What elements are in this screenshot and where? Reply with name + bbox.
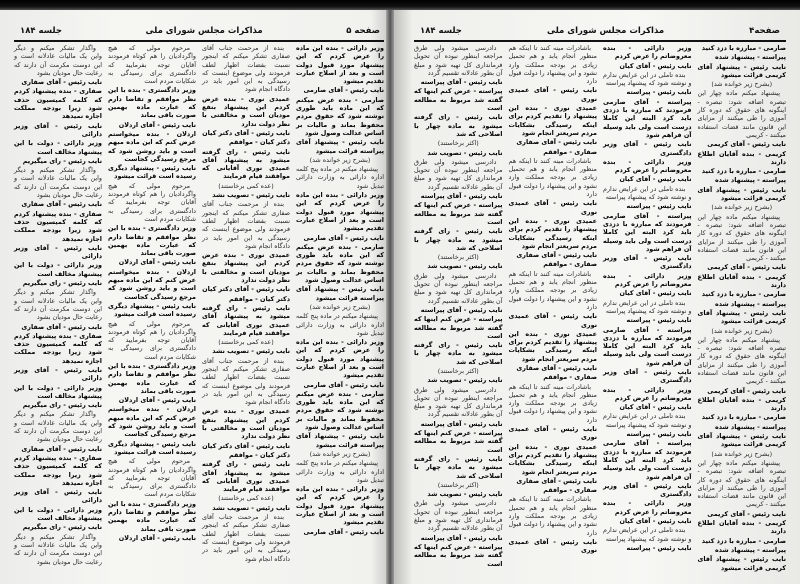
right-page — [392, 10, 800, 584]
text-column — [108, 44, 196, 574]
paragraph: نایب رئیس - تصویب نشد — [212, 503, 290, 512]
paragraph: (بشرح زیر خوانده شد) — [309, 155, 371, 164]
paragraph: پیراسته - پیشنهاد شده — [714, 53, 786, 62]
paragraph: نایب رئیس - آقای کیان — [619, 289, 692, 298]
paragraph: وزیر دارائی - بنده این ماده را عرض کردم که این پیشنهاد مورد قبول دولت است و بعد از اصلاح عبارت تقدیم میشود — [296, 191, 384, 233]
paragraph: صارمی - مبارزه با دزد کنید — [701, 290, 786, 299]
paragraph: پیشنهاد میکنم ماده چهار این تبصره اضافه شود: تبصره - اینگونه های حقوق که دوره کار آموزی را طی میکنند از مزایای این قانون مانند قضات استفاده میکنند - کریمی — [697, 89, 786, 139]
paragraph: بنده از مرحمت جناب آقای صفاری تشکر میکنم که اینجور نسبت بفضات اظهار لطف فرمودند ولی موضوع اینست که رسیدگی به این امور باید در دادگاه انجام شود — [202, 513, 290, 563]
paragraph: نایب رئیس - آقای صفاری — [516, 363, 597, 372]
paragraph: بنده تاملی در این عرایض ندارم و نوشته شود که پیشنهاد پیراسته — [603, 412, 692, 429]
paragraph: بنده تاملی در این عرایض ندارم و نوشته شود که پیشنهاد پیراسته — [603, 298, 692, 315]
paragraph: صفاری - موافقم — [543, 373, 597, 382]
paragraph: نایب رئیس - آقای کریمی — [707, 140, 786, 149]
paragraph: کریمی - بنده آقایان اطلاع دارند — [697, 149, 786, 166]
paragraph: (بشرح زیر خوانده شد) — [711, 449, 773, 458]
paragraph: بنده از مرحمت جناب آقای صفاری تشکر میکنم که اینجور نسبت بفضات اظهار لطف فرمودند ولی موضوع اینست که رسیدگی به این امور باید در دادگاه انجام شود — [202, 200, 290, 250]
paragraph: واگذار تشکر میکنم و دیگر واین یک مالیات عادلانه است و این دوست مکرمت آن دارند که رعایت حال مودیان بشود — [14, 166, 102, 200]
paragraph: پیراسته - آقای صارمی فرمودند که مبارزه با دزدی باید کرد البته این کاملا درست است ولی باید وسیله آن فراهم شود — [603, 325, 692, 367]
paragraph: وزیر دارائی - بنده معروضاتم را عرض کردم — [603, 499, 692, 516]
paragraph: پیراسته - عرض کنم اینها که گفته شد مربوط به مطالعه است — [414, 315, 503, 340]
paragraph: نایب رئیس - آقای صفاری — [516, 476, 597, 485]
left-page — [0, 10, 390, 584]
paragraph: نایب رئیس - آقای عمیدی نوری — [508, 199, 597, 216]
paragraph: نایب رئیس - پیشنهاد آقای کریمی قرائت میشود — [697, 432, 786, 449]
text-column — [296, 44, 384, 574]
paragraph: نایب رئیس - رای گرفته میشود به ماده چهار با اصلاحی که شد — [414, 113, 503, 138]
paragraph: پیشنهاد میکنم در ماده پنج کلمه اداره دارائی به وزارت دارائی تبدیل شود — [296, 312, 384, 337]
paragraph: مرحوم مولی که هیچ واگردادیان را هم کوتاه فرمودند آقایان توجه بفرمایید که دادگستری برای رسیدگی به شکایات مردم است — [108, 319, 196, 361]
paragraph: صارمی - مبارزه با دزد کنید — [701, 167, 786, 176]
paragraph: نایب رئیس - پیشنهاد آقای پیراسته قرائت میشود — [296, 138, 384, 155]
paragraph: نایب رئیس - رای گرفته میشود به ماده چهار با اصلاحی که شد — [414, 341, 503, 366]
paragraph: نایب رئیس - تصویب نشد — [212, 191, 290, 200]
paragraph: نایب رئیس - آقای دکتر کیان — [202, 128, 290, 137]
paragraph: عمیدی نوری - بنده عرض کردم این پیشنهاد بنفع مودیان است و مخالفتی با نظر دولت ندارد — [202, 94, 290, 128]
paragraph: عمیدی نوری - بنده عرض کردم این پیشنهاد بنفع مودیان است و مخالفتی با نظر دولت ندارد — [202, 407, 290, 441]
session-number: جلسه ۱۸۴ — [420, 26, 462, 36]
paragraph: پیشنهاد میکنم در ماده پنج کلمه اداره دارائی به وزارت دارائی تبدیل شود — [296, 459, 384, 484]
paragraph: نایب رئیس - آقای صفاری — [21, 322, 102, 331]
paragraph: نایب رئیس - رای گرفته میشود به پیشنهاد آقای عمیدی نوری آقایانی که موافقند قیام فرمایند — [202, 147, 290, 181]
paragraph: نایب رئیس - پیشنهاد دیگری رسیده است قرائت میشود — [108, 301, 196, 319]
paragraph: صارمی - بنده عرض میکنم که این ماده باید طوری نوشته شود که حقوق مردم محفوظ بماند و مالیات بر اساس عدالت وصول شود — [296, 389, 384, 432]
paragraph: عمیدی نوری - بنده عرض کردم این پیشنهاد بنفع مودیان است و مخالفتی با نظر دولت ندارد — [202, 251, 290, 285]
text-column — [14, 44, 102, 574]
paragraph: وزیر دارائی - دولت با این پیشنهاد مخالف است — [14, 139, 102, 156]
page-number: صفحه۴ — [749, 26, 780, 36]
paragraph: کریمی - بنده آقایان اطلاع دارند — [697, 519, 786, 536]
paragraph: نایب رئیس - آقای عمیدی نوری — [508, 86, 597, 103]
paragraph: وزیر دارائی - دولت با این پیشنهاد مخالف است — [14, 261, 102, 278]
paragraph: واگذار تشکر میکنم و دیگر واین یک مالیات عادلانه است و این دوست مکرمت آن دارند که رعایت حال مودیان بشود — [14, 410, 102, 444]
text-columns — [14, 44, 384, 574]
paragraph: بنده تاملی در این عرایض ندارم و نوشته شود که پیشنهاد پیراسته — [603, 526, 692, 543]
paragraph: دادرسی میشود ولی طرق مراجعه اینطور نبوده آن تحویل فرمانداری کل تهیه شود و مبلغ آن بطور عادلانه تقسیم گردد — [414, 271, 503, 305]
paragraph: پیشنهاد میکنم ماده چهار این تبصره اضافه شود: تبصره - اینگونه های حقوق که دوره کار آموزی را طی میکنند از مزایای این قانون مانند قضات استفاده میکنند - کریمی — [697, 458, 786, 509]
paragraph: نایب رئیس - آقای عمیدی نوری — [508, 537, 597, 555]
paragraph: باشادرات مینه کنند تا اینکه هم منظور انجام یابد و هم تحمیل زیادی بر بودجه مملکت وارد نشود و این پیشنهاد را دولت قبول دارد — [508, 495, 597, 537]
paragraph: نایب رئیس - پیراسته — [626, 543, 692, 552]
paragraph: وزیر دارائی - بنده این ماده را عرض کردم که این پیشنهاد مورد قبول دولت است و بعد از اصلاح عبارت تقدیم میشود — [296, 485, 384, 527]
header-rule — [14, 40, 384, 42]
paragraph: مرحوم مولی که هیچ واگردادیان را هم کوتاه فرمودند آقایان توجه بفرمایید که دادگستری برای رسیدگی به شکایات مردم است — [108, 457, 196, 499]
paragraph: واگذار تشکر میکنم و دیگر واین یک مالیات عادلانه است و این دوست مکرمت آن دارند که رعایت حال مودیان بشود — [14, 532, 102, 566]
paragraph: نایب رئیس - آقای وزیر دارائی — [14, 121, 102, 138]
page-header — [20, 24, 380, 38]
paragraph: نایب رئیس - پیشنهاد آقای کریمی قرائت میشود — [697, 308, 786, 326]
paragraph: دکتر کیان - موافقم — [228, 450, 290, 459]
paragraph: نایب رئیس - آقای اردلان — [118, 396, 196, 405]
running-title: مذاکرات مجلس شورای ملی — [546, 26, 665, 36]
paragraph: نایب رئیس - تصویب شد — [427, 262, 503, 271]
text-column — [603, 44, 692, 574]
paragraph: نایب رئیس - آقای کیان — [619, 61, 692, 70]
paragraph: پیشنهاد میکنم ماده چهار این تبصره اضافه شود: تبصره - اینگونه های حقوق که دوره کار آموزی را طی میکنند از مزایای این قانون مانند قضات استفاده میکنند - کریمی — [697, 212, 786, 263]
paragraph: وزیر دادگستری - بنده با این نظر موافقم و تقاضا دارم که عبارت ماده بهمین صورت باقی بماند — [108, 499, 196, 533]
paragraph: وزیر دارائی - بنده این ماده را عرض کردم که این پیشنهاد مورد قبول دولت است و بعد از اصلاح عبارت تقدیم میشود — [296, 338, 384, 380]
paragraph: دادرسی میشود ولی طرق مراجعه اینطور نبوده آن تحویل فرمانداری کل تهیه شود و مبلغ آن بطور عادلانه تقسیم گردد — [414, 499, 503, 533]
paragraph: پیشنهاد میکنم در ماده پنج کلمه اداره دارائی به وزارت دارائی تبدیل شود — [296, 165, 384, 190]
paragraph: کریمی - بنده آقایان اطلاع دارند — [697, 395, 786, 413]
paragraph: بنده از مرحمت جناب آقای صفاری تشکر میکنم که اینجور نسبت بفضات اظهار لطف فرمودند ولی موضوع اینست که رسیدگی به این امور باید در دادگاه انجام شود — [202, 356, 290, 407]
paragraph: نایب رئیس - آقای دکتر کیان — [202, 285, 290, 294]
paragraph: دادرسی میشود ولی طرق مراجعه اینطور نبوده آن تحویل فرمانداری کل تهیه شود و مبلغ آن بطور عادلانه تقسیم گردد — [414, 44, 503, 77]
paragraph: صارمی - بنده عرض میکنم که این ماده باید طوری نوشته شود که حقوق مردم محفوظ بماند و مالیات بر اساس عدالت وصول شود — [296, 242, 384, 285]
paragraph: بنده از مرحمت جناب آقای صفاری تشکر میکنم که اینجور نسبت بفضات اظهار لطف فرمودند ولی موضوع اینست که رسیدگی به این امور باید در دادگاه انجام شود — [202, 44, 290, 94]
paragraph: نایب رئیس - آقای دکتر کیان — [202, 441, 290, 450]
paragraph: وزیر دارائی - دولت با این پیشنهاد مخالف است — [14, 383, 102, 400]
paragraph: نایب رئیس - آقای وزیر دادگستری — [603, 481, 692, 499]
paragraph: کریمی - بنده آقایان اطلاع دارند — [697, 272, 786, 290]
paragraph: صفاری - بنده پیشنهاد کردم که کلمه کمیسیون حذف شود زیرا بودجه مملکت اجازه نمیدهد — [14, 331, 102, 365]
paragraph: نایب رئیس - آقای کیان — [619, 403, 692, 412]
paragraph: (اکثر برخاستند) — [437, 366, 479, 375]
paragraph: وزیر دادگستری - بنده با این نظر موافقم و تقاضا دارم که عبارت ماده بهمین صورت باقی بماند — [108, 224, 196, 258]
paragraph: اردلان - بنده میخواستم عرض کنم که این ماده مبهم است و باید روشن شود که مرجع رسیدگی کجاست — [108, 129, 196, 163]
paragraph: صارمی - مبارزه با دزد کنید — [701, 413, 786, 422]
paragraph: (اکثر برخاستند) — [437, 139, 479, 148]
paragraph: نایب رئیس - آقای صفاری — [21, 78, 102, 87]
paragraph: نایب رئیس - آقای صفاری — [21, 444, 102, 453]
paragraph: نایب رئیس - آقای صفاری — [516, 138, 597, 147]
paragraph: نایب رئیس - آقای کریمی — [707, 263, 786, 272]
paragraph: وزیر دارائی - بنده معروضاتم را عرض کردم — [603, 44, 692, 61]
paragraph: عمیدی نوری - بنده این پیشنهاد را تقدیم کردم برای اینکه رسیدگی بشکایات مردم سریعتر انجام شود — [508, 442, 597, 476]
session-number: جلسه ۱۸۴ — [20, 26, 62, 36]
paragraph: نایب رئیس - پیشنهاد آقای کریمی قرائت میشود — [697, 62, 786, 79]
paragraph: (بشرح زیر خوانده شد) — [711, 203, 773, 212]
paragraph: نایب رئیس - آقای وزیر دادگستری — [603, 254, 692, 271]
paragraph: صفاری - موافقم — [543, 260, 597, 269]
paragraph: پیشنهاد میکنم ماده چهار این تبصره اضافه شود: تبصره - اینگونه های حقوق که دوره کار آموزی را طی میکنند از مزایای این قانون مانند قضات استفاده میکنند - کریمی — [697, 335, 786, 386]
paragraph: نایب رئیس - آقای صارمی — [303, 233, 384, 242]
paragraph: (بشرح زیر خوانده شد) — [711, 80, 773, 89]
paragraph: نایب رئیس - رای گرفته میشود به ماده چهار با اصلاحی که شد — [414, 454, 503, 480]
paragraph: عمیدی نوری - بنده این پیشنهاد را تقدیم کردم برای اینکه رسیدگی بشکایات مردم سریعتر انجام شود — [508, 329, 597, 363]
paragraph: نایب رئیس - پیشنهاد آقای کریمی قرائت میشود — [697, 555, 786, 572]
paragraph: نایب رئیس - آقای اردلان — [118, 120, 196, 129]
paragraph: پیراسته - عرض کنم اینها که گفته شد مربوط به مطالعه است — [414, 542, 503, 568]
paragraph: (بشرح زیر خوانده شد) — [309, 449, 371, 458]
paragraph: بنده تاملی در این عرایض ندارم و نوشته شود که پیشنهاد پیراسته — [603, 70, 692, 88]
paragraph: نایب رئیس - پیشنهاد دیگری رسیده است قرائت میشود — [108, 164, 196, 181]
text-column — [202, 44, 290, 574]
paragraph: نایب رئیس - آقای پیراسته — [420, 419, 503, 428]
paragraph: دکتر کیان - موافقم — [228, 138, 290, 147]
paragraph: باشادرات مینه کنند تا اینکه هم منظور انجام یابد و هم تحمیل زیادی بر بودجه مملکت وارد نشود و این پیشنهاد را دولت قبول دارد — [508, 269, 597, 311]
paragraph: پیراسته - پیشنهاد شده — [714, 545, 786, 554]
paragraph: نایب رئیس - آقای کریمی — [707, 386, 786, 395]
paragraph: پیراسته - پیشنهاد شده — [714, 299, 786, 308]
paragraph: دادرسی میشود ولی طرق مراجعه اینطور نبوده آن تحویل فرمانداری کل تهیه شود و مبلغ آن بطور عادلانه تقسیم گردد — [414, 385, 503, 419]
paragraph: نایب رئیس - رای میگیریم — [22, 523, 102, 532]
paragraph: نایب رئیس - آقای کیان — [619, 175, 692, 184]
paragraph: واگذار تشکر میکنم و دیگر واین یک مالیات عادلانه است و این دوست مکرمت آن دارند که رعایت حال مودیان بشود — [14, 44, 102, 77]
paragraph: صارمی - مبارزه با دزد کنید — [701, 536, 786, 545]
paragraph: نایب رئیس - پیشنهاد دیگری رسیده است قرائت میشود — [108, 439, 196, 456]
paragraph: صارمی - مبارزه با دزد کنید — [701, 44, 786, 52]
paragraph: وزیر دارائی - بنده معروضاتم را عرض کردم — [603, 157, 692, 175]
paragraph: نایب رئیس - آقای وزیر دادگستری — [603, 140, 692, 157]
paragraph: نایب رئیس - پیراسته — [626, 430, 692, 439]
paragraph: مرحوم مولی که هیچ واگردادیان را هم کوتاه فرمودند آقایان توجه بفرمایید که دادگستری برای رسیدگی به شکایات مردم است — [108, 44, 196, 86]
paragraph: نایب رئیس - آقای کریمی — [707, 509, 786, 518]
paragraph: نایب رئیس - تصویب شد — [427, 490, 503, 499]
paragraph: نایب رئیس - آقای صارمی — [303, 86, 384, 95]
paragraph: نایب رئیس - آقای صارمی — [303, 527, 384, 536]
paragraph: نایب رئیس - پیشنهاد آقای پیراسته قرائت میشود — [296, 432, 384, 449]
paragraph: نایب رئیس - آقای صفاری — [516, 251, 597, 260]
paragraph: صفاری - موافقم — [543, 147, 597, 156]
page-number: صفحه ۵ — [346, 26, 380, 36]
paragraph: (اکثر برخاستند) — [437, 253, 479, 262]
paragraph: نایب رئیس - آقای اردلان — [118, 258, 196, 267]
paragraph: مرحوم مولی که هیچ واگردادیان را هم کوتاه فرمودند آقایان توجه بفرمایید که دادگستری برای رسیدگی به شکایات مردم است — [108, 181, 196, 223]
paragraph: پیراسته - آقای صارمی فرمودند که مبارزه با دزدی باید کرد البته این کاملا درست است ولی باید وسیله آن فراهم شود — [603, 439, 692, 481]
paragraph: نایب رئیس - پیراسته — [626, 316, 692, 325]
paragraph: صفاری - بنده پیشنهاد کردم که کلمه کمیسیون حذف شود زیرا بودجه مملکت اجازه نمیدهد — [14, 87, 102, 121]
header-rule — [414, 40, 786, 42]
paragraph: نایب رئیس - تصویب شد — [427, 148, 503, 157]
paragraph: نایب رئیس - پیشنهاد آقای پیراسته قرائت میشود — [296, 285, 384, 302]
paragraph: عمیدی نوری - بنده این پیشنهاد را تقدیم کردم برای اینکه رسیدگی بشکایات مردم سریعتر انجام شود — [508, 104, 597, 137]
paragraph: نایب رئیس - رای میگیریم — [22, 279, 102, 288]
paragraph: نایب رئیس - آقای اردلان — [118, 533, 196, 542]
paragraph: نایب رئیس - آقای وزیر دارائی — [14, 243, 102, 261]
paragraph: پیراسته - عرض کنم اینها که گفته شد مربوط به مطالعه است — [414, 201, 503, 226]
paragraph: نایب رئیس - پیراسته — [626, 88, 692, 97]
paragraph: نایب رئیس - رای میگیریم — [22, 401, 102, 410]
paragraph: نایب رئیس - آقای عمیدی نوری — [508, 425, 597, 442]
paragraph: نایب رئیس - تصویب نشد — [212, 347, 290, 356]
text-column — [698, 44, 787, 574]
paragraph: دادرسی میشود ولی طرق مراجعه اینطور نبوده آن تحویل فرمانداری کل تهیه شود و مبلغ آن بطور عادلانه تقسیم گردد — [414, 157, 503, 191]
paragraph: پیراسته - عرض کنم اینها که گفته شد مربوط به مطالعه است — [414, 429, 503, 454]
paragraph: باشادرات مینه کنند تا اینکه هم منظور انجام یابد و هم تحمیل زیادی بر بودجه مملکت وارد نشود و این پیشنهاد را دولت قبول دارد — [508, 156, 597, 199]
paragraph: نایب رئیس - رای گرفته میشود به پیشنهاد آقای عمیدی نوری آقایانی که موافقند قیام فرمایند — [202, 303, 290, 337]
running-title: مذاکرات مجلس شورای ملی — [145, 26, 263, 36]
paragraph: (عده کمی برخاستند) — [218, 338, 274, 347]
paragraph: پیراسته - پیشنهاد شده — [714, 176, 786, 185]
paragraph: وزیر دادگستری - بنده با این نظر موافقم و تقاضا دارم که عبارت ماده بهمین صورت باقی بماند — [108, 86, 196, 120]
paragraph: باشادرات مینه کنند تا اینکه هم منظور انجام یابد و هم تحمیل زیادی بر بودجه مملکت وارد نشود و این پیشنهاد را دولت قبول دارد — [508, 44, 597, 86]
paragraph: (عده کمی برخاستند) — [218, 181, 274, 190]
paragraph: نایب رئیس - رای میگیریم — [22, 156, 102, 165]
paragraph: نایب رئیس - آقای پیراسته — [420, 533, 503, 542]
page-header — [420, 24, 780, 38]
paragraph: صفاری - بنده پیشنهاد کردم که کلمه کمیسیون حذف شود زیرا بودجه مملکت اجازه نمیدهد — [14, 453, 102, 487]
paragraph: نایب رئیس - آقای پیراسته — [420, 78, 503, 87]
paragraph: نایب رئیس - آقای صفاری — [21, 200, 102, 209]
paragraph: اردلان - بنده میخواستم عرض کنم که این ماده مبهم است و باید روشن شود که مرجع رسیدگی کجاست — [108, 405, 196, 439]
paragraph: صفاری - بنده پیشنهاد کردم که کلمه کمیسیون حذف شود زیرا بودجه مملکت اجازه نمیدهد — [14, 209, 102, 243]
paragraph: (بشرح زیر خوانده شد) — [309, 302, 371, 311]
paragraph: وزیر دارائی - بنده معروضاتم را عرض کردم — [603, 385, 692, 402]
paragraph: باشادرات مینه کنند تا اینکه هم منظور انجام یابد و هم تحمیل زیادی بر بودجه مملکت وارد نشود و این پیشنهاد را دولت قبول دارد — [508, 382, 597, 424]
paragraph: دکتر کیان - موافقم — [228, 294, 290, 303]
paragraph: (اکثر برخاستند) — [437, 480, 479, 489]
paragraph: صارمی - بنده عرض میکنم که این ماده باید طوری نوشته شود که حقوق مردم محفوظ بماند و مالیات بر اساس عدالت وصول شود — [296, 95, 384, 137]
paragraph: واگذار تشکر میکنم و دیگر واین یک مالیات عادلانه است و این دوست مکرمت آن دارند که رعایت حال مودیان بشود — [14, 288, 102, 322]
paragraph: وزیر دارائی - بنده این ماده را عرض کردم که این پیشنهاد مورد قبول دولت است و بعد از اصلاح عبارت تقدیم میشود — [296, 44, 384, 86]
book-gutter — [386, 10, 394, 584]
paragraph: عمیدی نوری - بنده این پیشنهاد را تقدیم کردم برای اینکه رسیدگی بشکایات مردم سریعتر انجام شود — [508, 216, 597, 250]
paragraph: نایب رئیس - آقای کیان — [619, 517, 692, 526]
paragraph: وزیر دارائی - دولت با این پیشنهاد مخالف است — [14, 505, 102, 523]
paragraph: وزیر دارائی - بنده معروضاتم را عرض کردم — [603, 271, 692, 289]
paragraph: پیراسته - آقای صارمی فرمودند که مبارزه با دزدی باید کرد البته این کاملا درست است ولی باید وسیله آن فراهم شود — [603, 97, 692, 139]
paragraph: نایب رئیس - رای گرفته میشود به پیشنهاد آقای عمیدی نوری آقایانی که موافقند قیام فرمایند — [202, 460, 290, 494]
paragraph: نایب رئیس - پیشنهاد آقای کریمی قرائت میشود — [697, 185, 786, 203]
paragraph: نایب رئیس - آقای پیراسته — [420, 192, 503, 201]
paragraph: پیراسته - عرض کنم اینها که گفته شد مربوط به مطالعه است — [414, 87, 503, 113]
paragraph: پیراسته - آقای صارمی فرمودند که مبارزه با دزدی باید کرد البته این کاملا درست است ولی باید وسیله آن فراهم شود — [603, 211, 692, 253]
text-columns — [414, 44, 786, 574]
paragraph: (عده کمی برخاستند) — [218, 494, 274, 503]
paragraph: نایب رئیس - رای گرفته میشود به ماده چهار با اصلاحی که شد — [414, 227, 503, 252]
paragraph: وزیر دادگستری - بنده با این نظر موافقم و تقاضا دارم که عبارت ماده بهمین صورت باقی بماند — [108, 361, 196, 395]
paragraph: نایب رئیس - آقای وزیر دارائی — [14, 365, 102, 383]
paragraph: نایب رئیس - آقای پیراسته — [420, 305, 503, 314]
paragraph: بنده تاملی در این عرایض ندارم و نوشته شود که پیشنهاد پیراسته — [603, 184, 692, 202]
paragraph: پیراسته - پیشنهاد شده — [714, 422, 786, 431]
text-column — [509, 44, 598, 574]
paragraph: نایب رئیس - آقای وزیر دادگستری — [603, 367, 692, 385]
paragraph: نایب رئیس - آقای عمیدی نوری — [508, 312, 597, 329]
paragraph: نایب رئیس - تصویب شد — [427, 376, 503, 385]
paragraph: نایب رئیس - پیراسته — [626, 202, 692, 211]
text-column — [414, 44, 503, 574]
paragraph: نایب رئیس - آقای وزیر دارائی — [14, 488, 102, 505]
paragraph: نایب رئیس - آقای صارمی — [303, 380, 384, 389]
paragraph: (بشرح زیر خوانده شد) — [711, 326, 773, 335]
paragraph: اردلان - بنده میخواستم عرض کنم که این ماده مبهم است و باید روشن شود که مرجع رسیدگی کجاست — [108, 267, 196, 301]
paragraph: صفاری - موافقم — [543, 486, 597, 495]
